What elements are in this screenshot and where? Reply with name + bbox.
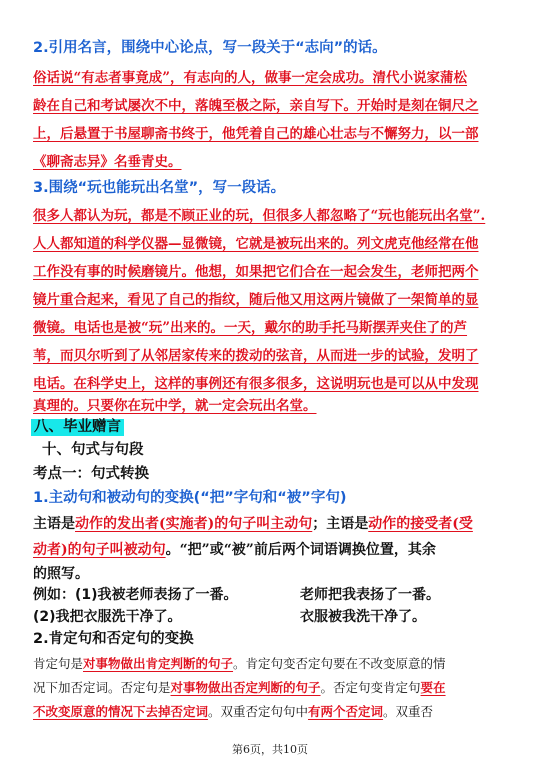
p1-line-3: 的照写。 bbox=[33, 566, 89, 582]
example-1-right: 老师把我表扬了一番。 bbox=[300, 587, 440, 603]
section2-line-4: 《聊斋志异》名垂青史。 bbox=[33, 154, 182, 170]
part8-heading: 八、毕业赠言 bbox=[31, 419, 124, 436]
section3-line-7: 电话。在科学史上，这样的事例还有很多很多，这说明玩也是可以从中发现 bbox=[33, 376, 479, 392]
p1-line-1: 主语是动作的发出者(实施者)的句子叫主动句；主语是动作的接受者(受 bbox=[33, 516, 473, 532]
sub2-heading: 2.肯定句和否定句的变换 bbox=[33, 631, 194, 647]
p1-line-2: 动者)的句子叫被动句。“把”或“被”前后两个词语调换位置，其余 bbox=[33, 542, 436, 558]
section3-line-3: 工作没有事的时候磨镜片。他想，如果把它们合在一起会发生，老师把两个 bbox=[33, 264, 479, 280]
section3-line-6: 苇，而贝尔听到了从邻居家传来的拨动的弦音，从而进一步的试验，发明了 bbox=[33, 348, 479, 364]
p2-line-1: 肯定句是对事物做出肯定判断的句子。肯定句变否定句要在不改变原意的情 bbox=[33, 656, 446, 671]
part10-heading: 十、句式与句段 bbox=[42, 442, 144, 458]
sub1-heading: 1.主动句和被动句的变换(“把”字句和“被”字句) bbox=[33, 490, 347, 506]
example-1-left: 例如：(1)我被老师表扬了一番。 bbox=[33, 587, 238, 603]
section3-heading: 3.围绕“玩也能玩出名堂”，写一段话。 bbox=[33, 180, 286, 196]
p2-line-2: 况下加否定词。否定句是对事物做出否定判断的句子。否定句变肯定句要在 bbox=[33, 680, 446, 695]
section2-line-1: 俗话说“有志者事竟成”，有志向的人，做事一定会成功。清代小说家蒲松 bbox=[33, 70, 468, 86]
point1-heading: 考点一：句式转换 bbox=[33, 466, 149, 482]
example-2-left: (2)我把衣服洗干净了。 bbox=[33, 609, 182, 625]
example-2-right: 衣服被我洗干净了。 bbox=[300, 609, 426, 625]
p2-line-3: 不改变原意的情况下去掉否定词。双重否定句句中有两个否定词。双重否 bbox=[33, 704, 434, 719]
section2-heading: 2.引用名言，围绕中心论点，写一段关于“志向”的话。 bbox=[33, 40, 387, 56]
section2-line-2: 龄在自己和考试屡次不中，落魄至极之际，亲自写下。开始时是刻在铜尺之 bbox=[33, 98, 479, 114]
section3-line-2: 人人都知道的科学仪器—显微镜，它就是被玩出来的。列文虎克他经常在他 bbox=[33, 236, 479, 252]
section3-line-4: 镜片重合起来，看见了自己的指纹，随后他又用这两片镜做了一架简单的显 bbox=[33, 292, 479, 308]
page-number: 第6页，共10页 bbox=[232, 743, 308, 756]
section3-line-5: 微镜。电话也是被“玩”出来的。一天，戴尔的助手托马斯摆弄夹住了的芦 bbox=[33, 320, 468, 336]
section3-line-8: 真理的。只要你在玩中学，就一定会玩出名堂。 bbox=[33, 398, 317, 414]
section2-line-3: 上，后悬置于书屋聊斋书终于，他凭着自己的雄心壮志与不懈努力，以一部 bbox=[33, 126, 479, 142]
section3-line-1: 很多人都认为玩，都是不顾正业的玩，但很多人都忽略了“玩也能玩出名堂”. bbox=[33, 208, 486, 224]
